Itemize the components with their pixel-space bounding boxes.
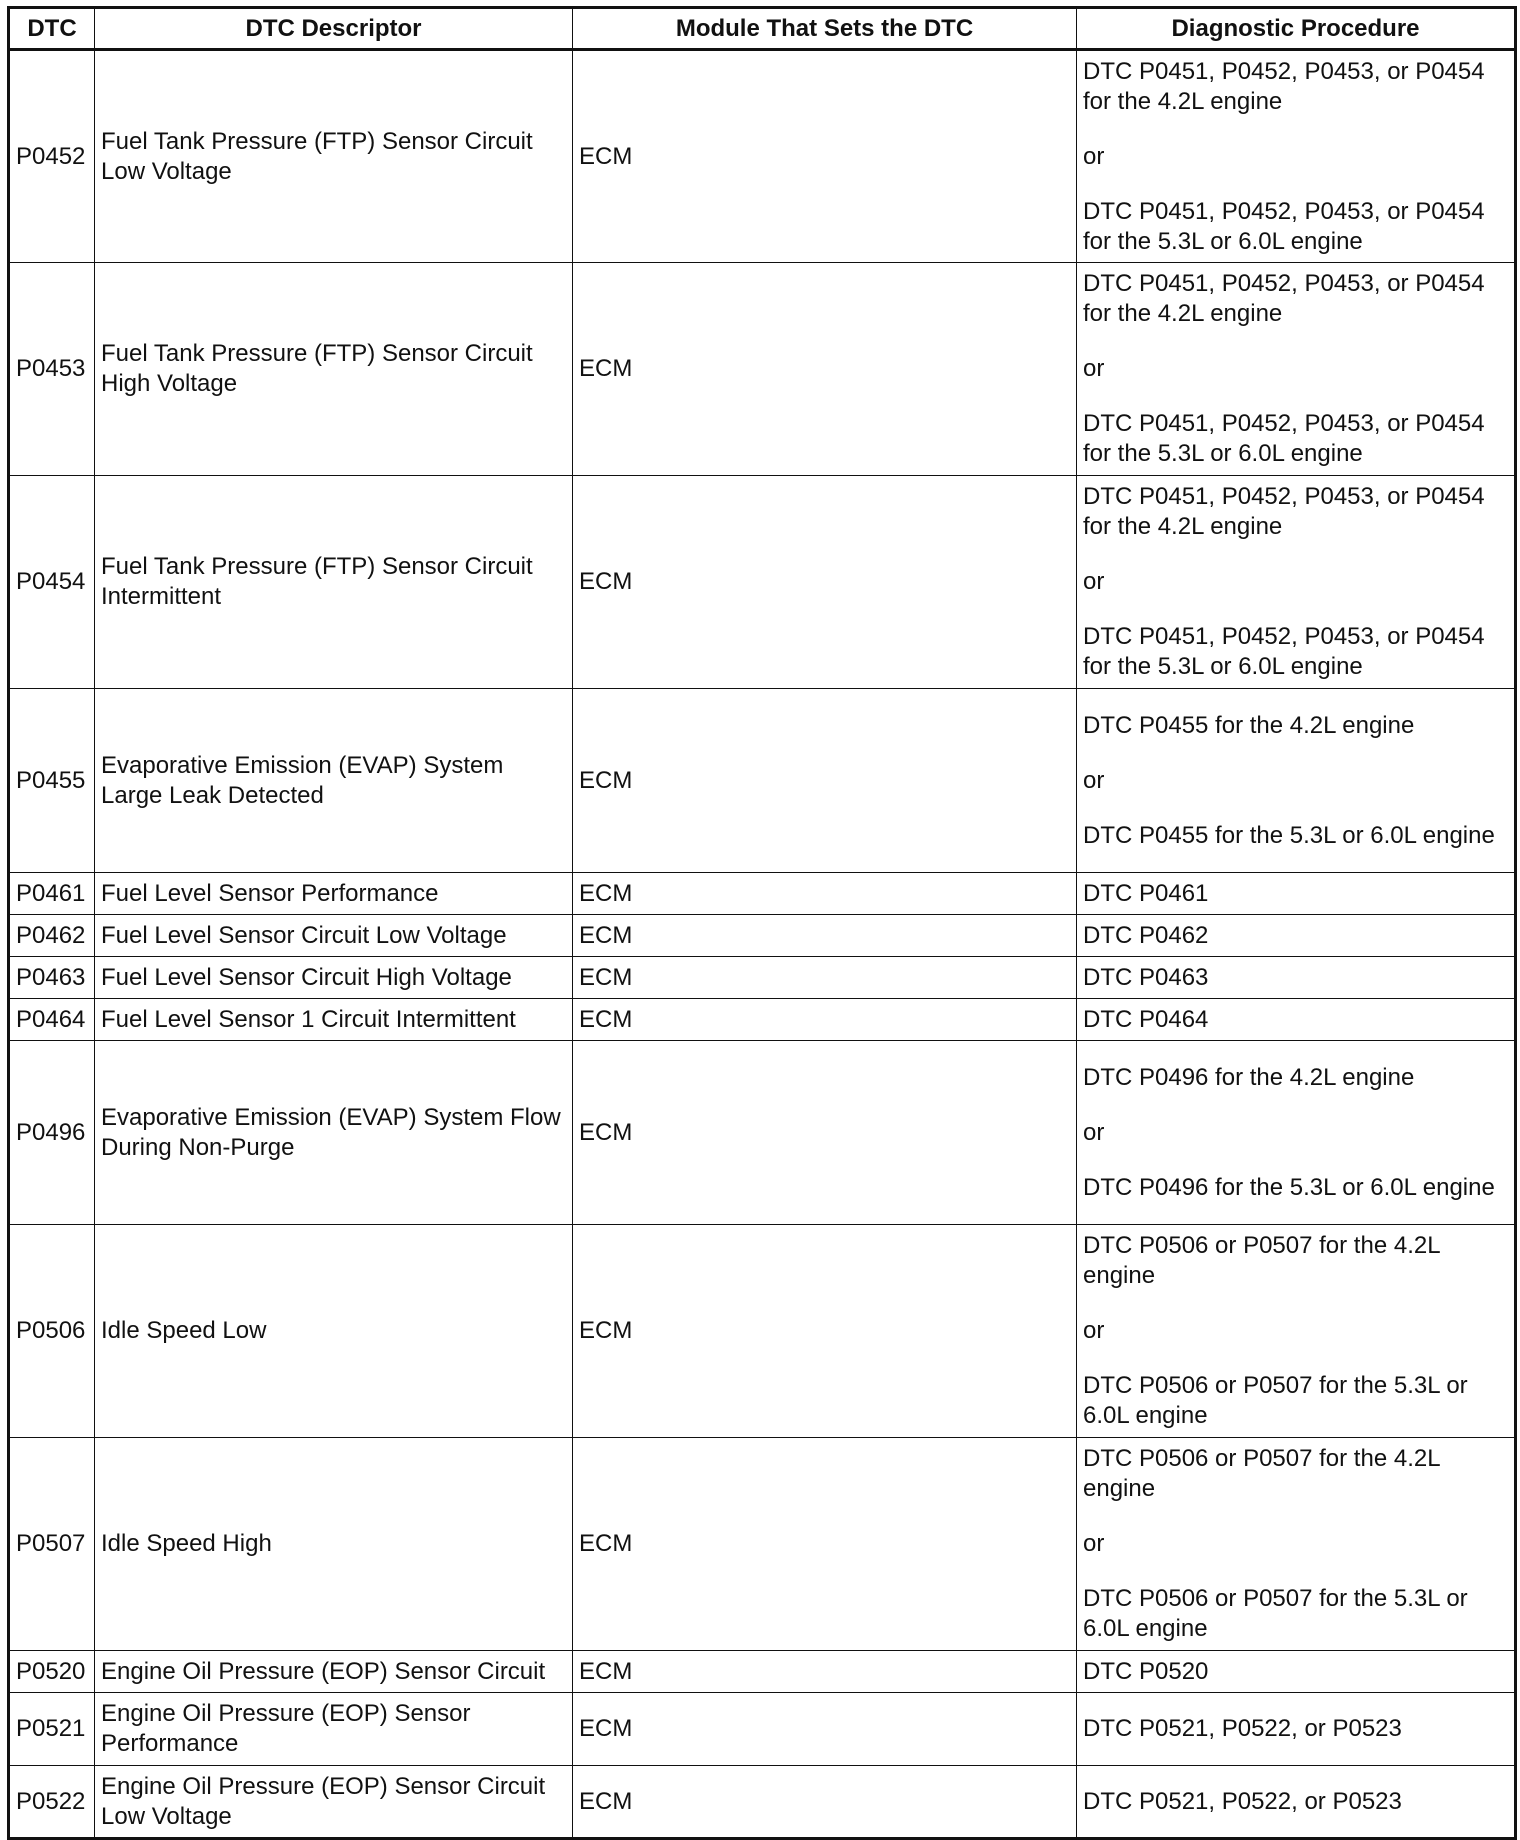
procedure-line: DTC P0451, P0452, P0453, or P0454 for the 4.2L engine [1083, 270, 1485, 327]
dtc-descriptor: Fuel Tank Pressure (FTP) Sensor Circuit Intermittent [95, 476, 573, 689]
procedure-line: DTC P0506 or P0507 for the 4.2L engine [1083, 1445, 1440, 1502]
dtc-descriptor: Fuel Level Sensor 1 Circuit Intermittent [95, 999, 573, 1041]
diagnostic-procedure [1077, 1766, 1516, 1839]
diagnostic-procedure [1077, 999, 1516, 1041]
procedure-line: DTC P0451, P0452, P0453, or P0454 for the 5.3L or 6.0L engine [1083, 623, 1485, 680]
dtc-descriptor: Idle Speed High [95, 1438, 573, 1651]
dtc-code: P0496 [9, 1041, 95, 1225]
procedure-line: DTC P0496 for the 4.2L engine [1083, 1063, 1415, 1091]
table-row [9, 689, 1516, 873]
table-row [9, 999, 1516, 1041]
dtc-descriptor: Fuel Level Sensor Circuit Low Voltage [95, 915, 573, 957]
module-name: ECM [573, 1693, 1077, 1766]
table-row [9, 1438, 1516, 1651]
module-name: ECM [573, 1438, 1077, 1651]
table-row [9, 1041, 1516, 1225]
dtc-code: P0452 [9, 50, 95, 263]
dtc-code: P0520 [9, 1651, 95, 1693]
dtc-code: P0455 [9, 689, 95, 873]
dtc-code: P0454 [9, 476, 95, 689]
procedure-or-separator: or [1083, 355, 1105, 382]
procedure-or-separator: or [1083, 1118, 1105, 1146]
procedure-or-separator: or [1083, 766, 1105, 794]
diagnostic-procedure [1077, 689, 1516, 873]
dtc-code: P0463 [9, 957, 95, 999]
diagnostic-procedure [1077, 1693, 1516, 1766]
dtc-code: P0521 [9, 1693, 95, 1766]
procedure-line: DTC P0521, P0522, or P0523 [1083, 1715, 1402, 1742]
module-name: ECM [573, 476, 1077, 689]
dtc-code: P0461 [9, 873, 95, 915]
procedure-or-separator: or [1083, 142, 1105, 170]
module-name: ECM [573, 1651, 1077, 1693]
procedure-line: DTC P0520 [1083, 1657, 1209, 1685]
table-row [9, 50, 1516, 263]
diagnostic-procedure [1077, 50, 1516, 263]
module-name: ECM [573, 263, 1077, 476]
dtc-code: P0464 [9, 999, 95, 1041]
procedure-line: DTC P0451, P0452, P0453, or P0454 for the 4.2L engine [1083, 483, 1485, 540]
header-diagnostic-procedure: Diagnostic Procedure [1077, 8, 1516, 50]
module-name: ECM [573, 999, 1077, 1041]
table-row [9, 873, 1516, 915]
diagnostic-procedure [1077, 263, 1516, 476]
table-row [9, 1225, 1516, 1438]
dtc-descriptor: Fuel Tank Pressure (FTP) Sensor Circuit High Voltage [95, 263, 573, 476]
procedure-line: DTC P0455 for the 5.3L or 6.0L engine [1083, 821, 1495, 849]
procedure-line: DTC P0451, P0452, P0453, or P0454 for the 5.3L or 6.0L engine [1083, 197, 1485, 255]
table-body [9, 50, 1516, 1839]
header-module: Module That Sets the DTC [573, 8, 1077, 50]
procedure-or-separator: or [1083, 1317, 1105, 1344]
diagnostic-procedure [1077, 957, 1516, 999]
procedure-line: DTC P0506 or P0507 for the 5.3L or 6.0L engine [1083, 1372, 1468, 1429]
header-dtc: DTC [9, 8, 95, 50]
procedure-line: DTC P0496 for the 5.3L or 6.0L engine [1083, 1173, 1495, 1201]
procedure-line: DTC P0506 or P0507 for the 5.3L or 6.0L engine [1083, 1585, 1468, 1642]
module-name: ECM [573, 689, 1077, 873]
dtc-code: P0507 [9, 1438, 95, 1651]
table-row [9, 263, 1516, 476]
dtc-descriptor: Evaporative Emission (EVAP) System Flow During Non-Purge [95, 1041, 573, 1225]
dtc-descriptor: Fuel Level Sensor Performance [95, 873, 573, 915]
procedure-line: DTC P0463 [1083, 963, 1209, 991]
diagnostic-procedure [1077, 1041, 1516, 1225]
procedure-line: DTC P0451, P0452, P0453, or P0454 for the 5.3L or 6.0L engine [1083, 410, 1485, 467]
procedure-line: DTC P0451, P0452, P0453, or P0454 for the 4.2L engine [1083, 57, 1485, 115]
diagnostic-procedure [1077, 1225, 1516, 1438]
header-row [9, 8, 1516, 50]
module-name: ECM [573, 873, 1077, 915]
diagnostic-procedure [1077, 873, 1516, 915]
procedure-line: DTC P0521, P0522, or P0523 [1083, 1787, 1402, 1815]
dtc-code: P0462 [9, 915, 95, 957]
module-name: ECM [573, 50, 1077, 263]
diagnostic-procedure [1077, 915, 1516, 957]
table-row [9, 1693, 1516, 1766]
module-name: ECM [573, 1225, 1077, 1438]
procedure-line: DTC P0462 [1083, 921, 1209, 949]
module-name: ECM [573, 1766, 1077, 1839]
procedure-or-separator: or [1083, 568, 1105, 595]
table-row [9, 1651, 1516, 1693]
dtc-code: P0506 [9, 1225, 95, 1438]
procedure-line: DTC P0455 for the 4.2L engine [1083, 711, 1415, 739]
dtc-descriptor: Engine Oil Pressure (EOP) Sensor Circuit [95, 1651, 573, 1693]
table-row [9, 957, 1516, 999]
diagnostic-procedure [1077, 476, 1516, 689]
dtc-descriptor: Fuel Tank Pressure (FTP) Sensor Circuit Low Voltage [95, 50, 573, 263]
table-row [9, 476, 1516, 689]
dtc-descriptor: Idle Speed Low [95, 1225, 573, 1438]
procedure-line: DTC P0506 or P0507 for the 4.2L engine [1083, 1232, 1440, 1289]
dtc-code: P0522 [9, 1766, 95, 1839]
module-name: ECM [573, 1041, 1077, 1225]
dtc-table [7, 6, 1517, 1840]
procedure-line: DTC P0461 [1083, 879, 1209, 907]
header-dtc-descriptor: DTC Descriptor [95, 8, 573, 50]
dtc-descriptor: Fuel Level Sensor Circuit High Voltage [95, 957, 573, 999]
dtc-descriptor: Evaporative Emission (EVAP) System Large Leak Detected [95, 689, 573, 873]
module-name: ECM [573, 915, 1077, 957]
module-name: ECM [573, 957, 1077, 999]
procedure-line: DTC P0464 [1083, 1005, 1209, 1033]
table-row [9, 915, 1516, 957]
table-row [9, 1766, 1516, 1839]
diagnostic-procedure [1077, 1651, 1516, 1693]
dtc-descriptor: Engine Oil Pressure (EOP) Sensor Performance [95, 1693, 573, 1766]
diagnostic-procedure [1077, 1438, 1516, 1651]
procedure-or-separator: or [1083, 1530, 1105, 1557]
dtc-descriptor: Engine Oil Pressure (EOP) Sensor Circuit Low Voltage [95, 1766, 573, 1839]
dtc-code: P0453 [9, 263, 95, 476]
